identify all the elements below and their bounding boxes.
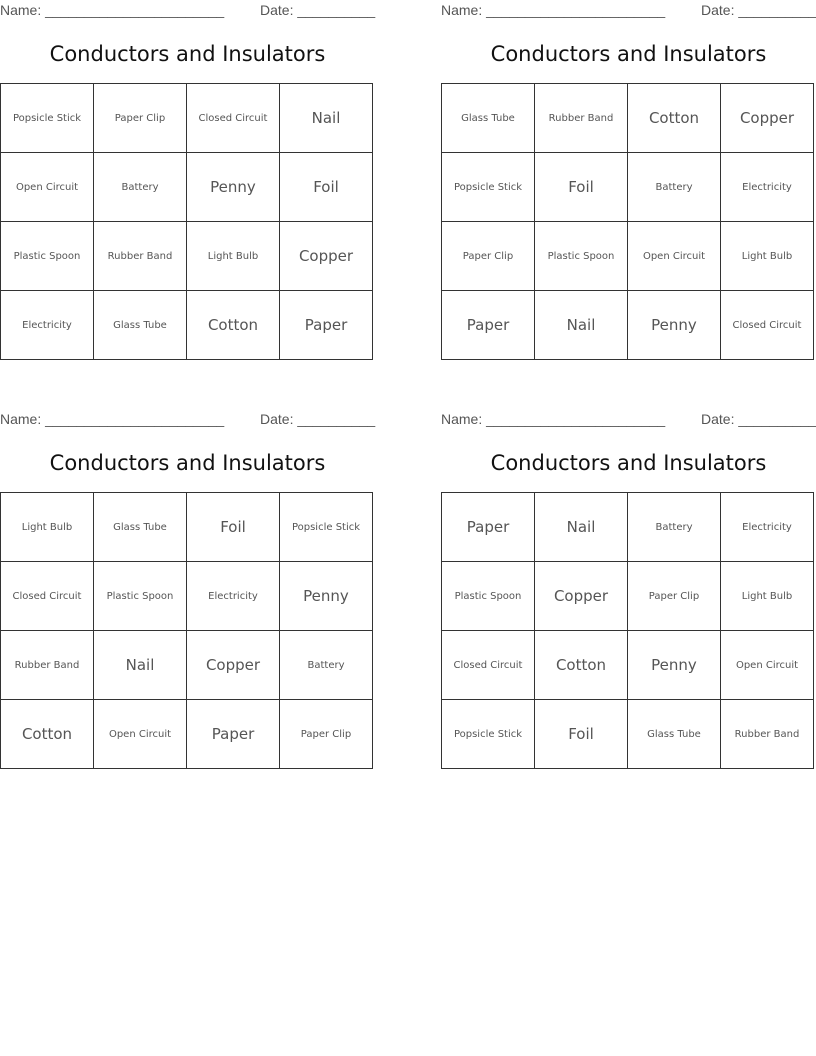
grid-cell: Nail <box>535 291 628 360</box>
grid-cell: Open Circuit <box>628 222 721 291</box>
grid-cell: Battery <box>280 631 373 700</box>
name-field: Name: _______________________ <box>0 411 225 427</box>
grid-cell: Cotton <box>535 631 628 700</box>
grid-cell: Electricity <box>1 291 94 360</box>
grid-cell: Cotton <box>187 291 280 360</box>
grid-cell: Closed Circuit <box>721 291 814 360</box>
grid-row <box>1 631 373 700</box>
grid-cell: Plastic Spoon <box>94 562 187 631</box>
grid-cell: Open Circuit <box>94 700 187 769</box>
grid-row <box>1 291 373 360</box>
grid-cell: Copper <box>721 84 814 153</box>
grid-cell: Light Bulb <box>1 493 94 562</box>
grid-row <box>442 84 814 153</box>
grid-cell: Battery <box>94 153 187 222</box>
grid-cell: Closed Circuit <box>1 562 94 631</box>
grid-cell: Penny <box>280 562 373 631</box>
grid-cell: Copper <box>187 631 280 700</box>
grid-cell: Penny <box>187 153 280 222</box>
grid-cell: Paper <box>442 291 535 360</box>
grid-cell: Light Bulb <box>187 222 280 291</box>
grid-cell: Light Bulb <box>721 222 814 291</box>
grid-cell: Popsicle Stick <box>1 84 94 153</box>
grid-cell: Cotton <box>1 700 94 769</box>
name-field: Name: _______________________ <box>441 2 666 18</box>
grid-cell: Battery <box>628 153 721 222</box>
date-field: Date: __________ <box>701 411 816 427</box>
grid-cell: Copper <box>535 562 628 631</box>
name-date-line <box>0 0 375 20</box>
grid-row <box>442 493 814 562</box>
card-title: Conductors and Insulators <box>49 42 326 66</box>
grid-cell: Paper <box>280 291 373 360</box>
grid-cell: Copper <box>280 222 373 291</box>
grid-cell: Electricity <box>187 562 280 631</box>
grid-row <box>1 222 373 291</box>
bingo-grid <box>441 492 814 769</box>
grid-cell: Glass Tube <box>94 493 187 562</box>
grid-cell: Nail <box>280 84 373 153</box>
grid-cell: Paper Clip <box>442 222 535 291</box>
grid-cell: Plastic Spoon <box>442 562 535 631</box>
name-field: Name: _______________________ <box>0 2 225 18</box>
grid-cell: Penny <box>628 631 721 700</box>
grid-cell: Plastic Spoon <box>535 222 628 291</box>
grid-cell: Rubber Band <box>94 222 187 291</box>
grid-cell: Closed Circuit <box>187 84 280 153</box>
grid-cell: Popsicle Stick <box>280 493 373 562</box>
card-title: Conductors and Insulators <box>490 451 767 475</box>
grid-row <box>1 84 373 153</box>
grid-cell: Penny <box>628 291 721 360</box>
grid-cell: Light Bulb <box>721 562 814 631</box>
date-field: Date: __________ <box>260 2 376 18</box>
grid-cell: Foil <box>187 493 280 562</box>
date-field: Date: __________ <box>260 411 376 427</box>
grid-cell: Nail <box>94 631 187 700</box>
grid-cell: Glass Tube <box>628 700 721 769</box>
grid-row <box>1 493 373 562</box>
grid-cell: Popsicle Stick <box>442 700 535 769</box>
name-date-line <box>441 409 816 429</box>
grid-cell: Rubber Band <box>535 84 628 153</box>
grid-row <box>1 700 373 769</box>
grid-cell: Battery <box>628 493 721 562</box>
grid-cell: Paper Clip <box>94 84 187 153</box>
grid-cell: Glass Tube <box>442 84 535 153</box>
grid-row <box>442 291 814 360</box>
grid-cell: Nail <box>535 493 628 562</box>
grid-cell: Closed Circuit <box>442 631 535 700</box>
grid-cell: Glass Tube <box>94 291 187 360</box>
name-date-line <box>441 0 816 20</box>
grid-cell: Paper <box>187 700 280 769</box>
grid-cell: Foil <box>535 153 628 222</box>
grid-row <box>442 700 814 769</box>
grid-cell: Open Circuit <box>721 631 814 700</box>
grid-cell: Electricity <box>721 153 814 222</box>
grid-cell: Paper Clip <box>280 700 373 769</box>
grid-row <box>1 562 373 631</box>
grid-row <box>442 222 814 291</box>
card-title: Conductors and Insulators <box>49 451 326 475</box>
grid-cell: Paper <box>442 493 535 562</box>
grid-cell: Popsicle Stick <box>442 153 535 222</box>
name-field: Name: _______________________ <box>441 411 666 427</box>
grid-cell: Rubber Band <box>1 631 94 700</box>
name-date-line <box>0 409 375 429</box>
card-title: Conductors and Insulators <box>490 42 767 66</box>
grid-cell: Open Circuit <box>1 153 94 222</box>
grid-row <box>442 562 814 631</box>
grid-cell: Cotton <box>628 84 721 153</box>
date-field: Date: __________ <box>701 2 816 18</box>
bingo-grid <box>0 492 373 769</box>
grid-row <box>442 631 814 700</box>
grid-cell: Rubber Band <box>721 700 814 769</box>
grid-row <box>442 153 814 222</box>
grid-cell: Foil <box>280 153 373 222</box>
bingo-grid <box>441 83 814 360</box>
grid-cell: Electricity <box>721 493 814 562</box>
grid-row <box>1 153 373 222</box>
grid-cell: Paper Clip <box>628 562 721 631</box>
grid-cell: Plastic Spoon <box>1 222 94 291</box>
grid-cell: Foil <box>535 700 628 769</box>
bingo-grid <box>0 83 373 360</box>
